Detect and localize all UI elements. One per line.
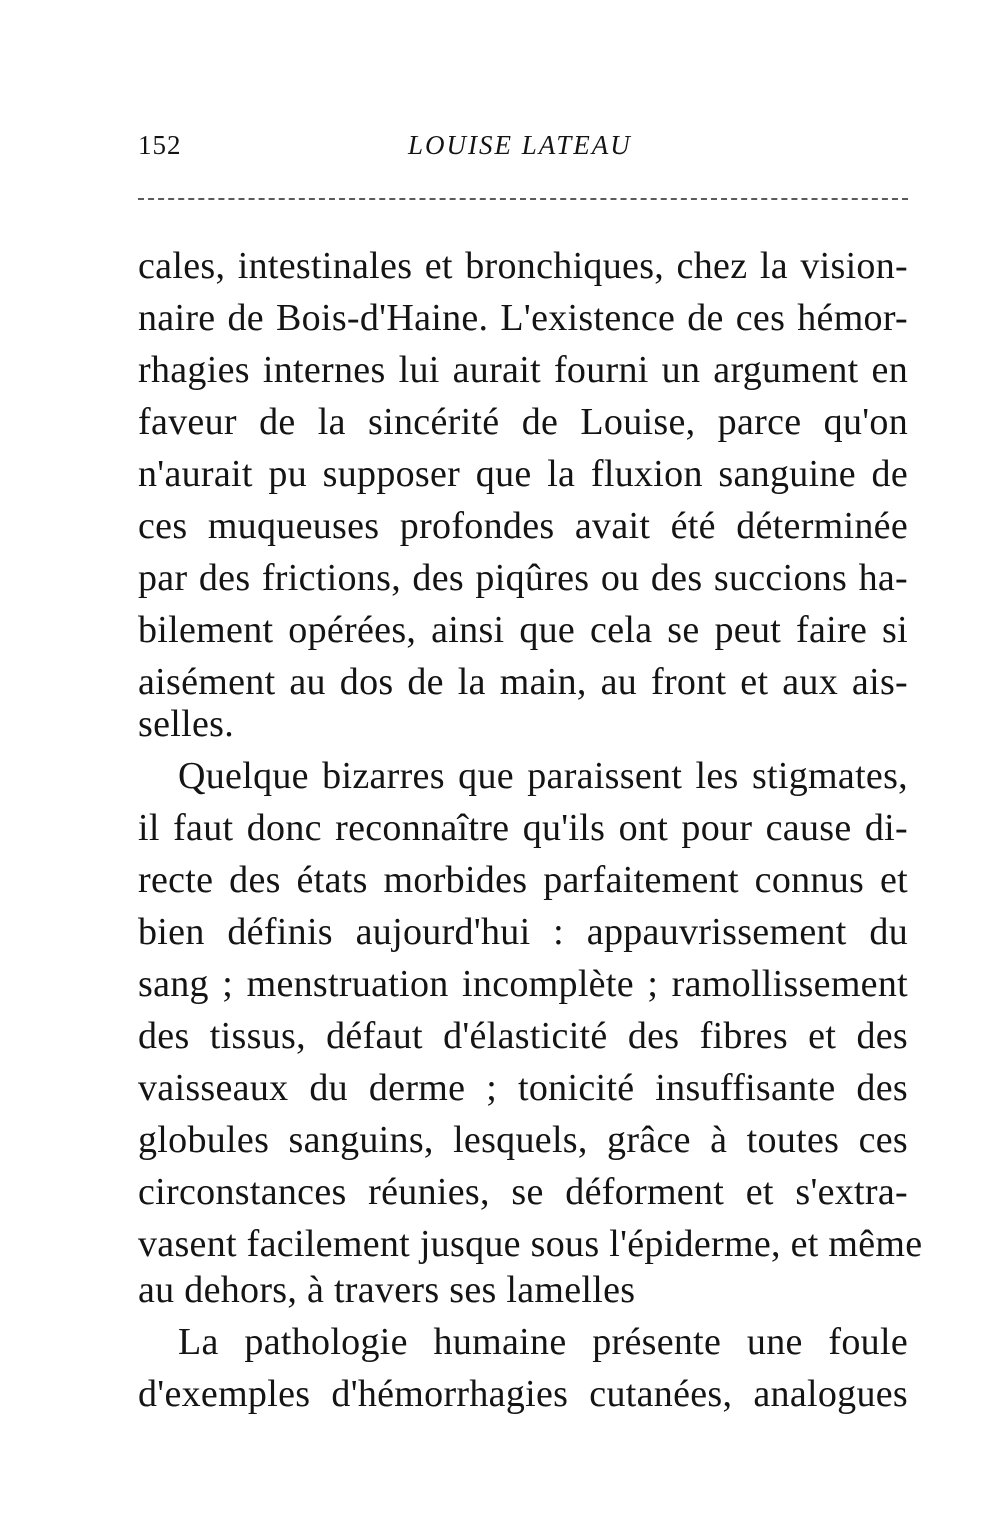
text-line: rhagies internes lui aurait fourni un argument en bbox=[138, 349, 908, 391]
text-line: sang ; menstruation incomplète ; ramollissement bbox=[138, 963, 908, 1005]
text-line: il faut donc reconnaître qu'ils ont pour cause di- bbox=[138, 807, 908, 849]
text-line: Quelque bizarres que paraissent les stigmates, bbox=[178, 755, 908, 797]
page-number: 152 bbox=[138, 130, 182, 160]
running-head bbox=[138, 130, 910, 170]
text-line: recte des états morbides parfaitement connus et bbox=[138, 859, 908, 901]
text-line: aisément au dos de la main, au front et aux ais- bbox=[138, 661, 908, 703]
text-line: bien définis aujourd'hui : appauvrissement du bbox=[138, 911, 908, 953]
text-line: au dehors, à travers ses lamelles bbox=[138, 1269, 636, 1311]
text-line: circonstances réunies, se déforment et s'extra- bbox=[138, 1171, 908, 1213]
text-line: selles. bbox=[138, 703, 235, 745]
text-line: La pathologie humaine présente une foule bbox=[178, 1321, 908, 1363]
text-line: globules sanguins, lesquels, grâce à toutes ces bbox=[138, 1119, 908, 1161]
header-rule bbox=[138, 198, 908, 200]
text-line: bilement opérées, ainsi que cela se peut faire si bbox=[138, 609, 908, 651]
text-line: vasent facilement jusque sous l'épiderme, et même bbox=[138, 1223, 923, 1265]
text-line: faveur de la sincérité de Louise, parce qu'on bbox=[138, 401, 908, 443]
text-line: par des frictions, des piqûres ou des succions ha- bbox=[138, 557, 908, 599]
text-line: n'aurait pu supposer que la fluxion sanguine de bbox=[138, 453, 908, 495]
text-line: d'exemples d'hémorrhagies cutanées, analogues bbox=[138, 1373, 908, 1415]
text-line: ces muqueuses profondes avait été déterminée bbox=[138, 505, 908, 547]
text-line: des tissus, défaut d'élasticité des fibres et des bbox=[138, 1015, 908, 1057]
text-line: vaisseaux du derme ; tonicité insuffisante des bbox=[138, 1067, 908, 1109]
running-title: LOUISE LATEAU bbox=[408, 130, 632, 160]
text-line: naire de Bois-d'Haine. L'existence de ces hémor- bbox=[138, 297, 908, 339]
text-line: cales, intestinales et bronchiques, chez la vision- bbox=[138, 245, 908, 287]
